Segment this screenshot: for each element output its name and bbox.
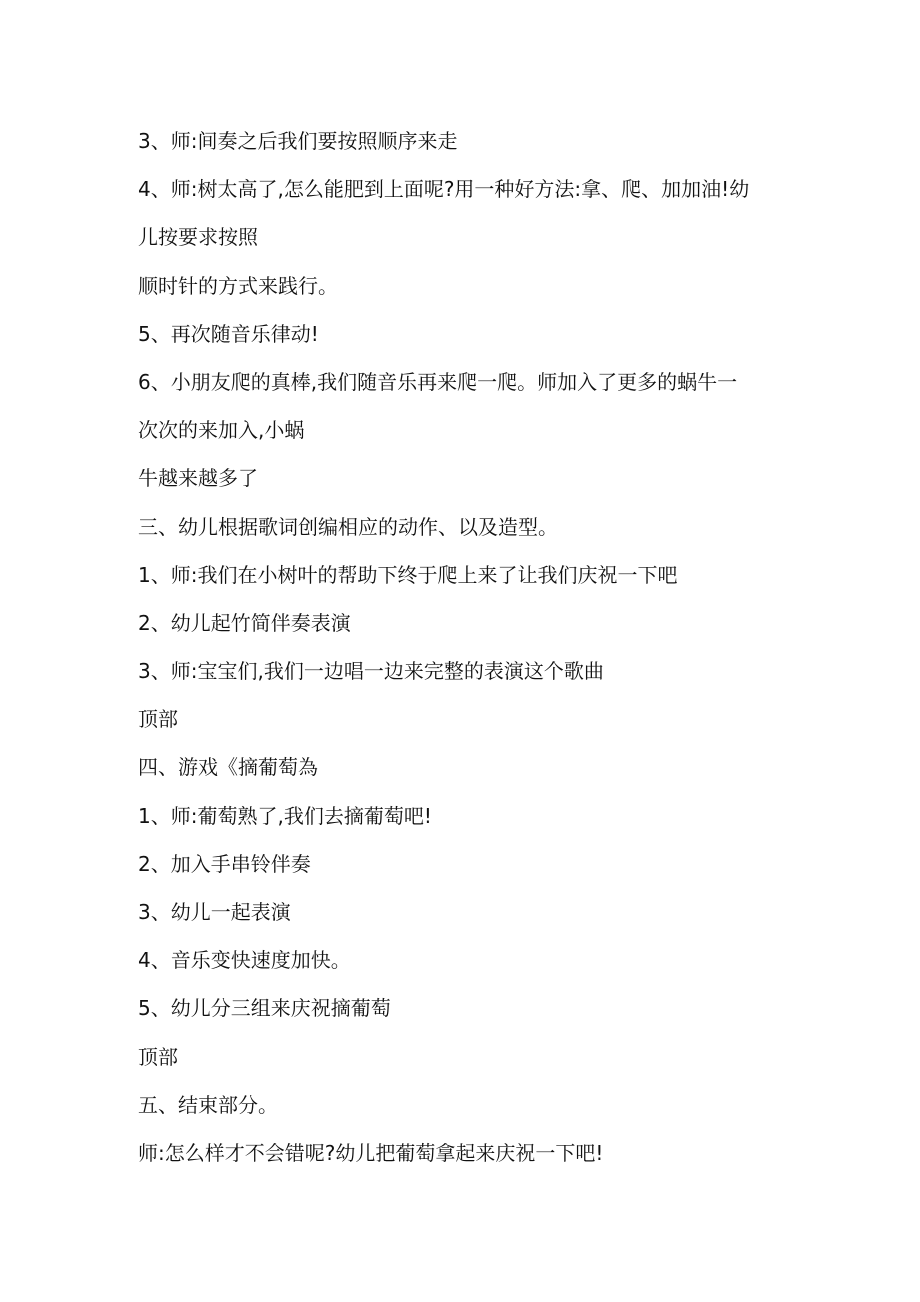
text-line: 5、幼儿分三组来庆祝摘葡萄 bbox=[138, 996, 391, 1021]
text-line: 4、音乐变快速度加快。 bbox=[138, 948, 351, 973]
text-line: 3、师:间奏之后我们要按照顺序来走 bbox=[138, 129, 458, 153]
text-line: 次次的来加入,小蜗 bbox=[138, 418, 305, 443]
text-line: 2、加入手串铃伴奏 bbox=[138, 851, 311, 876]
text-line: 3、幼儿一起表演 bbox=[138, 900, 291, 924]
section-heading: 五、结束部分。 bbox=[138, 1092, 278, 1117]
section-heading: 四、游戏《摘葡萄為 bbox=[138, 755, 318, 780]
section-heading: 三、幼儿根据歌词创编相应的动作、以及造型。 bbox=[138, 514, 558, 539]
text-line: 牛越来越多了 bbox=[138, 466, 258, 491]
text-line: 6、小朋友爬的真棒,我们随音乐再来爬一爬。师加入了更多的蜗牛一 bbox=[138, 369, 738, 394]
top-link-text: 顶部 bbox=[138, 707, 178, 732]
text-line: 4、师:树太高了,怎么能肥到上面呢?用一种好方法:拿、爬、加加油!幼 bbox=[138, 177, 750, 202]
text-line: 顺时针的方式来践行。 bbox=[138, 273, 338, 298]
top-link-text: 顶部 bbox=[138, 1044, 178, 1069]
text-line: 3、师:宝宝们,我们一边唱一边来完整的表演这个歌曲 bbox=[138, 659, 604, 684]
text-line: 2、幼儿起竹简伴奏表演 bbox=[138, 610, 351, 635]
text-line: 1、师:葡萄熟了,我们去摘葡萄吧! bbox=[138, 803, 432, 828]
text-line: 5、再次随音乐律动! bbox=[138, 321, 319, 346]
document-body bbox=[138, 117, 818, 1177]
text-line: 1、师:我们在小树叶的帮助下终于爬上来了让我们庆祝一下吧 bbox=[138, 562, 678, 587]
text-line: 儿按要求按照 bbox=[138, 225, 258, 250]
text-line: 师:怎么样才不会错呢?幼儿把葡萄拿起来庆祝一下吧! bbox=[138, 1140, 604, 1165]
